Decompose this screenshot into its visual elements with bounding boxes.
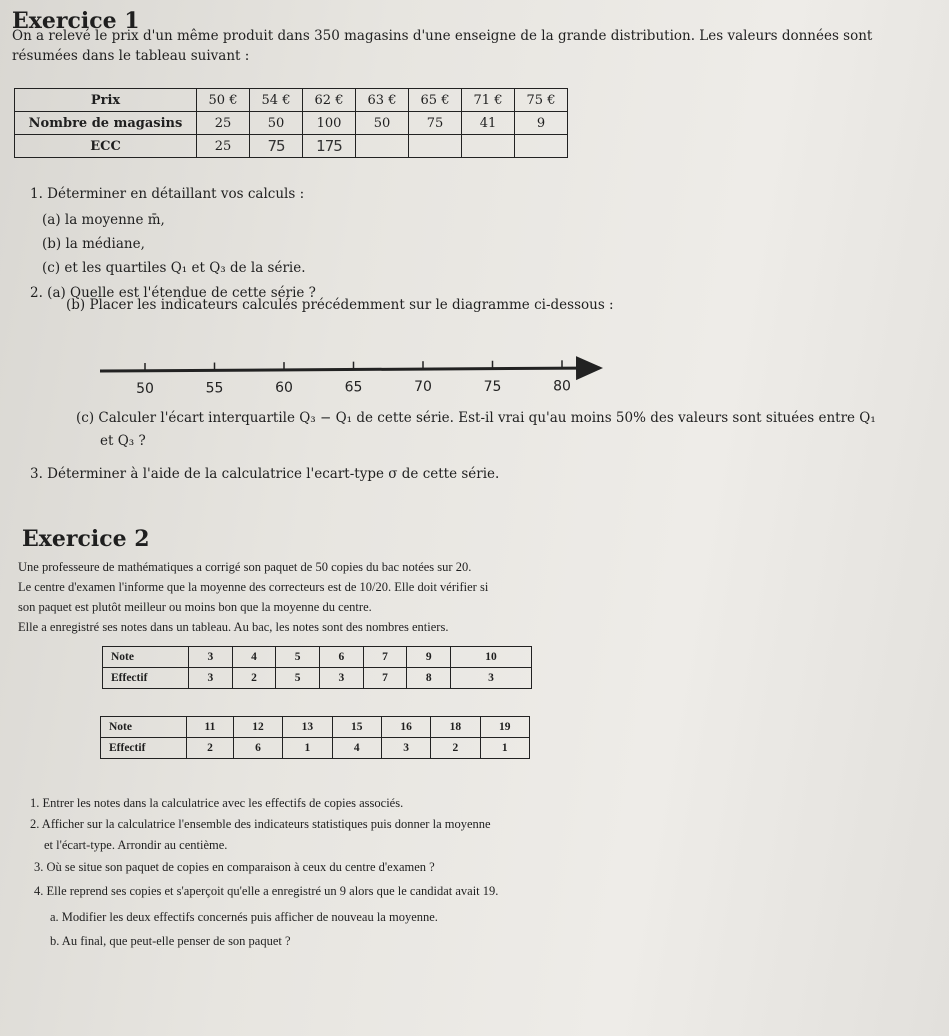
ex1-question-2b: (b) Placer les indicateurs calculés précédemment sur le diagramme ci-dessous : [66,297,614,313]
price-table [14,88,568,158]
ex2-question-4a: a. Modifier les deux effectifs concernés puis afficher de nouveau la moyenne. [50,910,438,924]
axis-tick-label: 55 [205,380,224,397]
grades-table-2-row-header: Effectif [101,738,187,759]
ex2-paragraph-3: son paquet est plutôt meilleur ou moins bon que la moyenne du centre. [18,600,372,614]
price-table-row-header: Prix [15,89,197,112]
grades-table-2-cell: 16 [381,717,430,738]
ex1-question-3: 3. Déterminer à l'aide de la calculatrice l'ecart-type σ de cette série. [30,466,500,482]
grades-table-2-cell: 1 [480,738,529,759]
price-table-cell [409,135,462,158]
grades-table-2-cell: 11 [187,717,234,738]
grades-table-2-cell: 18 [431,717,480,738]
grades-table-1-row [103,668,532,689]
grades-table-1-cell: 9 [407,647,451,668]
price-table-cell: 54 € [250,89,303,112]
ex1-question-1c: (c) et les quartiles Q₁ et Q₃ de la série. [42,260,306,276]
ex2-question-1: 1. Entrer les notes dans la calculatrice avec les effectifs de copies associés. [30,796,404,810]
axis-tick-label: 60 [275,380,293,397]
price-table-cell: 62 € [303,89,356,112]
grades-table-1-cell: 3 [189,668,233,689]
ex2-question-2-line2: et l'écart-type. Arrondir au centième. [44,838,228,852]
price-table-cell: 71 € [462,89,515,112]
price-table-cell [515,135,568,158]
grades-table-2-row-header: Note [101,717,187,738]
ex2-question-4b: b. Au final, que peut-elle penser de son paquet ? [50,934,291,948]
price-table-cell: 9 [515,112,568,135]
price-table-row [15,112,568,135]
grades-table-1-cell: 4 [232,647,276,668]
grades-table-1-cell: 7 [363,647,407,668]
price-table-cell: 50 [250,112,303,135]
exercise-1-title: Exercice 1 [12,8,140,34]
grades-table-1-cell: 8 [407,668,451,689]
axis-line [100,368,600,371]
grades-table-1-row [103,647,532,668]
price-table-cell: 75 [250,135,303,158]
grades-table-2-cell: 19 [480,717,529,738]
ex2-question-2-line1: 2. Afficher sur la calculatrice l'ensemble des indicateurs statistiques puis donner la moyenne [30,817,491,831]
grades-table-1-row-header: Note [103,647,189,668]
grades-table-2-cell: 12 [233,717,282,738]
price-table-cell [356,135,409,158]
grades-table-1-cell: 7 [363,668,407,689]
grades-table-2 [100,716,530,759]
grades-table-1-cell: 3 [451,668,532,689]
axis-tick-label: 50 [136,381,154,397]
number-line-axis [100,355,610,405]
ex1-question-2c-line1: (c) Calculer l'écart interquartile Q₃ − Q₁ de cette série. Est-il vrai qu'au moins 50% des valeurs sont situées entre Q₁ [76,410,876,426]
exercise-1-intro: On a relevé le prix d'un même produit dans 350 magasins d'une enseigne de la grande distribution. Les valeurs données sont résumées dans le tableau suivant : [12,28,873,64]
grades-table-2-cell: 2 [431,738,480,759]
price-table-cell: 75 € [515,89,568,112]
ex2-paragraph-1: Une professeure de mathématiques a corrigé son paquet de 50 copies du bac notées sur 20. [18,560,472,574]
grades-table-2-cell: 6 [233,738,282,759]
grades-table-1-cell: 3 [189,647,233,668]
grades-table-2-cell: 4 [332,738,381,759]
price-table-cell: 175 [303,135,356,158]
price-table-cell: 25 [197,112,250,135]
exercise-2-title: Exercice 2 [22,526,150,552]
price-table-cell: 63 € [356,89,409,112]
price-table-row-header: Nombre de magasins [15,112,197,135]
grades-table-2-cell: 15 [332,717,381,738]
price-table-cell: 25 [197,135,250,158]
grades-table-2-row [101,717,530,738]
price-table-cell: 50 € [197,89,250,112]
grades-table-1-cell: 5 [276,647,320,668]
price-table-row-header: ECC [15,135,197,158]
price-table-cell: 50 [356,112,409,135]
ex2-question-4: 4. Elle reprend ses copies et s'aperçoit qu'elle a enregistré un 9 alors que le candidat avait 19. [34,884,499,898]
price-table-cell: 41 [462,112,515,135]
axis-tick-label: 75 [483,378,502,395]
grades-table-1-cell: 3 [320,668,364,689]
price-table-cell: 100 [303,112,356,135]
grades-table-2-cell: 2 [187,738,234,759]
price-table-row [15,135,568,158]
grades-table-1-cell: 5 [276,668,320,689]
axis-tick-label: 65 [344,379,363,396]
grades-table-1-cell: 10 [451,647,532,668]
axis-tick-label: 80 [553,378,571,395]
ex1-question-2a: 2. (a) Quelle est l'étendue de cette série ? [30,285,316,301]
grades-table-2-row [101,738,530,759]
grades-table-1-cell: 6 [320,647,364,668]
price-table-row [15,89,568,112]
ex2-paragraph-4: Elle a enregistré ses notes dans un tableau. Au bac, les notes sont des nombres entiers. [18,620,449,634]
price-table-cell: 75 [409,112,462,135]
grades-table-1-row-header: Effectif [103,668,189,689]
axis-tick-label: 70 [414,379,432,396]
grades-table-2-cell: 13 [283,717,332,738]
ex1-question-1: 1. Déterminer en détaillant vos calculs : [30,186,305,202]
grades-table-1-cell: 2 [232,668,276,689]
ex1-question-1a: (a) la moyenne m̄, [42,212,165,228]
price-table-cell: 65 € [409,89,462,112]
ex2-question-3: 3. Où se situe son paquet de copies en comparaison à ceux du centre d'examen ? [34,860,435,874]
ex1-question-1b: (b) la médiane, [42,236,145,252]
grades-table-2-cell: 1 [283,738,332,759]
price-table-cell [462,135,515,158]
ex1-question-2c-line2: et Q₃ ? [100,433,146,449]
ex2-paragraph-2: Le centre d'examen l'informe que la moyenne des correcteurs est de 10/20. Elle doit vérifier si [18,580,489,594]
grades-table-2-cell: 3 [381,738,430,759]
grades-table-1 [102,646,532,689]
